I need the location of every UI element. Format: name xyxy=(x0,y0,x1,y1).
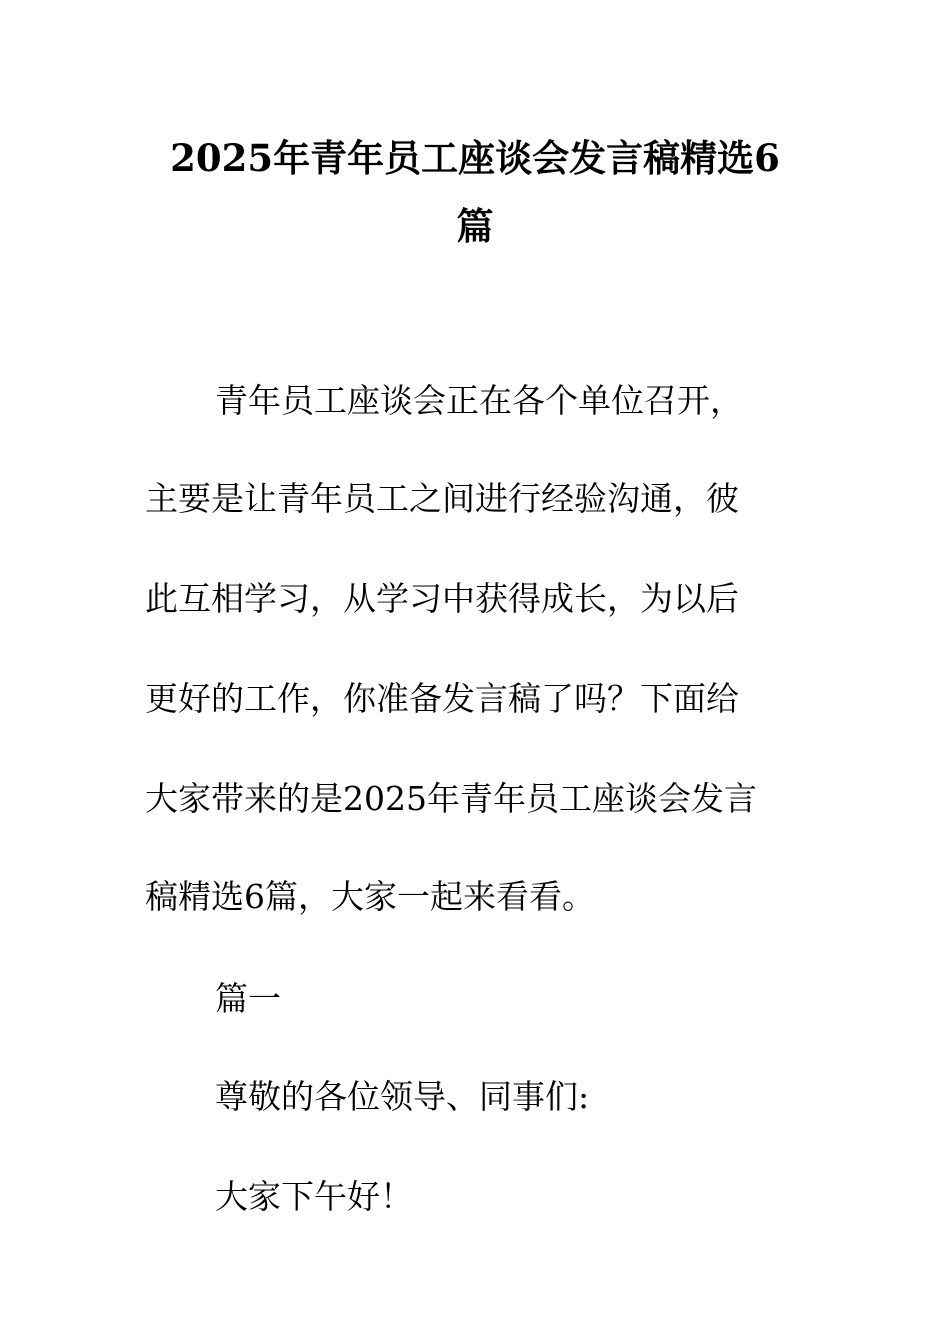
document-title-line-2: 篇 xyxy=(456,204,494,248)
intro-paragraph-line-5: 大家带来的是2025年青年员工座谈会发言 xyxy=(145,779,757,818)
intro-paragraph-line-3: 此互相学习，从学习中获得成长，为以后 xyxy=(145,579,739,618)
intro-paragraph-line-2: 主要是让青年员工之间进行经验沟通，彼 xyxy=(145,479,739,518)
intro-paragraph-line-6: 稿精选6篇，大家一起来看看。 xyxy=(145,877,595,916)
greeting: 大家下午好！ xyxy=(215,1177,413,1216)
intro-paragraph-line-4: 更好的工作，你准备发言稿了吗？下面给 xyxy=(145,679,739,718)
intro-paragraph-line-1: 青年员工座谈会正在各个单位召开， xyxy=(215,381,743,420)
section-heading: 篇一 xyxy=(215,979,281,1018)
document-title-line-1: 2025年青年员工座谈会发言稿精选6 xyxy=(170,136,780,180)
salutation: 尊敬的各位领导、同事们: xyxy=(215,1077,590,1116)
